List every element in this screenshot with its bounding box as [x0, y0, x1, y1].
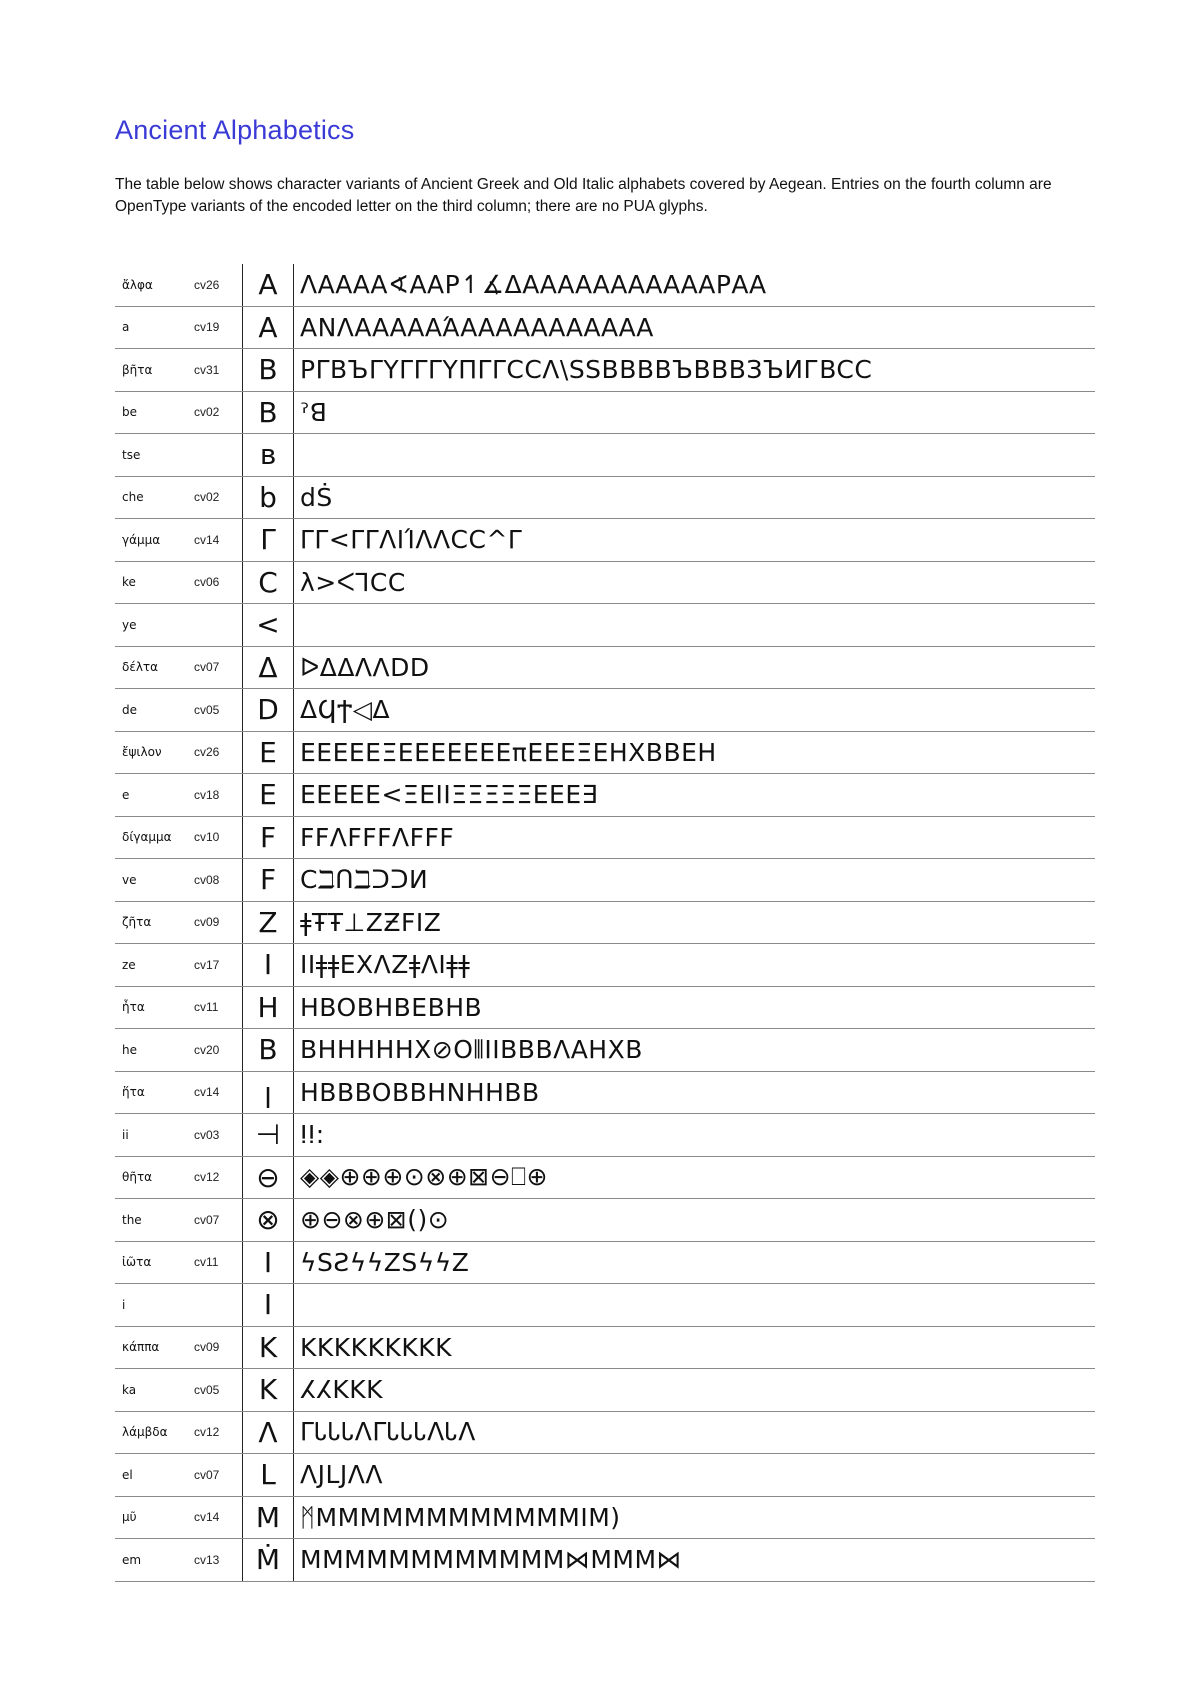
variant-glyphs-cell: ΕΕΕΕΕ<ΞΕΙΙΞΞΞΞΞΕΕΕ∃	[300, 780, 598, 810]
variant-glyphs-cell: CℶᑎℶᑐᑐИ	[300, 865, 429, 895]
intro-paragraph: The table below shows character variants of Ancient Greek and Old Italic alphabets covered by Aegean. Entries on the fourth column are OpenType variants of the encoded letter on the third column; there are no PUA glyphs.	[115, 176, 1052, 215]
variant-tag-cell: cv10	[194, 830, 220, 845]
encoded-glyph-cell: <	[242, 604, 294, 646]
table-row	[115, 944, 1095, 987]
variant-tag-cell: cv03	[194, 1127, 220, 1142]
encoded-glyph-cell: ⊗	[242, 1199, 294, 1241]
variant-glyphs-cell: ΕΕΕΕΕΞΕΕΕΕΕΕΕπΕΕΕΞΕΗXBBEH	[300, 737, 717, 767]
variant-glyphs-cell: ΔϤϮ◁Δ	[300, 695, 391, 725]
letter-name-cell: ke	[122, 575, 136, 590]
encoded-glyph-cell: M	[242, 1497, 294, 1539]
variant-tag-cell: cv12	[194, 1425, 220, 1440]
letter-name-cell: tse	[122, 447, 141, 462]
encoded-glyph-cell: B	[242, 349, 294, 391]
table-row	[115, 732, 1095, 775]
table-row	[115, 1497, 1095, 1540]
variant-glyphs-cell: λ>ᐸ⅂CC	[300, 567, 406, 597]
variant-glyphs-cell: HBOBHBEBHB	[300, 992, 483, 1022]
table-row	[115, 264, 1095, 307]
variant-tag-cell: cv17	[194, 957, 220, 972]
letter-name-cell: he	[122, 1042, 137, 1057]
encoded-glyph-cell: ꞁ	[242, 1072, 294, 1114]
variant-glyphs-cell: ΛJLJΛΛ	[300, 1460, 383, 1490]
table-row	[115, 392, 1095, 435]
letter-name-cell: λάμβδα	[122, 1425, 168, 1440]
variant-tag-cell: cv06	[194, 575, 220, 590]
variant-tag-cell: cv07	[194, 1212, 220, 1227]
letter-name-cell: κάππα	[122, 1340, 160, 1355]
variant-tag-cell: cv09	[194, 1340, 220, 1355]
letter-name-cell: the	[122, 1212, 142, 1227]
variant-glyphs-cell: ΑΝΛΑΑΑΑΑΆΑΑΑΑΑΑΑΑΑΑΑ	[300, 312, 654, 342]
variant-glyphs-cell: KKKKKKKKK	[300, 1332, 453, 1362]
table-row	[115, 1327, 1095, 1370]
variant-tag-cell: cv05	[194, 702, 220, 717]
variant-tag-cell: cv19	[194, 320, 220, 335]
encoded-glyph-cell: A	[242, 264, 294, 306]
encoded-glyph-cell: H	[242, 987, 294, 1029]
table-row	[115, 647, 1095, 690]
letter-name-cell: ἰῶτα	[122, 1255, 152, 1270]
letter-name-cell: δέλτα	[122, 660, 159, 675]
variant-glyphs-cell: BHHHHHX⊘O⫴ΙΙBBBΛΑΗΧΒ	[300, 1034, 643, 1064]
table-row	[115, 689, 1095, 732]
table-row	[115, 774, 1095, 817]
table-row	[115, 434, 1095, 477]
table-row	[115, 1369, 1095, 1412]
variant-tag-cell: cv12	[194, 1170, 220, 1185]
letter-name-cell: che	[122, 490, 144, 505]
variant-tag-cell: cv02	[194, 405, 220, 420]
variant-tag-cell: cv20	[194, 1042, 220, 1057]
variant-glyphs-cell: dṠ	[300, 482, 333, 512]
variant-tag-cell: cv07	[194, 660, 220, 675]
table-row	[115, 859, 1095, 902]
variant-tag-cell: cv11	[194, 1000, 219, 1015]
table-row	[115, 1199, 1095, 1242]
variant-tag-cell: cv09	[194, 915, 220, 930]
variant-tag-cell: cv13	[194, 1552, 220, 1567]
table-row	[115, 562, 1095, 605]
variant-glyphs-cell: ⊕⊖⊗⊕⊠()⊙	[300, 1205, 450, 1235]
letter-name-cell: ze	[122, 957, 136, 972]
encoded-glyph-cell: F	[242, 817, 294, 859]
variant-tag-cell: cv26	[194, 277, 220, 292]
variant-glyphs-cell: ◈◈⊕⊕⊕⊙⊗⊕⊠⊖⎕⊕	[300, 1162, 548, 1192]
table-row	[115, 349, 1095, 392]
letter-name-cell: ye	[122, 617, 137, 632]
table-row	[115, 1114, 1095, 1157]
encoded-glyph-cell: Γ	[242, 519, 294, 561]
encoded-glyph-cell: Ṁ	[242, 1539, 294, 1581]
encoded-glyph-cell: C	[242, 562, 294, 604]
letter-name-cell: ἔψιλον	[122, 745, 162, 760]
variant-tag-cell: cv14	[194, 1510, 220, 1525]
letter-name-cell: ii	[122, 1127, 129, 1142]
letter-name-cell: e	[122, 787, 130, 802]
encoded-glyph-cell: I	[242, 1284, 294, 1326]
letter-name-cell: δίγαμμα	[122, 830, 172, 845]
table-row	[115, 902, 1095, 945]
variant-glyphs-cell: IIǂǂEXΛZǂΛIǂǂ	[300, 950, 471, 980]
letter-name-cell: de	[122, 702, 137, 717]
variant-glyphs-cell: ϟSƧϟϟZSϟϟZ	[300, 1247, 470, 1277]
letter-name-cell: γάμμα	[122, 532, 161, 547]
variant-glyphs-cell: ΡΓΒЪΓΥΓΓΓΥΠΓΓCCΛ\ЅЅBBBBЪBBBЗЪИГBCC	[300, 355, 873, 385]
variant-glyphs-cell: ΓᏓᏓᏓΛΓᏓᏓᏓΛᏓΛ	[300, 1417, 476, 1447]
letter-name-cell: ἄλφα	[122, 277, 153, 292]
document-page	[115, 115, 1095, 1582]
variant-tag-cell: cv11	[194, 1255, 219, 1270]
letter-name-cell: θῆτα	[122, 1170, 153, 1185]
variant-tag-cell: cv05	[194, 1382, 220, 1397]
variant-tag-cell: cv07	[194, 1467, 220, 1482]
table-row	[115, 1072, 1095, 1115]
encoded-glyph-cell: K	[242, 1327, 294, 1369]
table-row	[115, 1284, 1095, 1327]
variant-glyphs-cell: FFΛFFFΛFFF	[300, 822, 455, 852]
encoded-glyph-cell: Δ	[242, 647, 294, 689]
table-row	[115, 477, 1095, 520]
encoded-glyph-cell: E	[242, 774, 294, 816]
table-row	[115, 1539, 1095, 1582]
encoded-glyph-cell: ⊖	[242, 1157, 294, 1199]
letter-name-cell: el	[122, 1467, 133, 1482]
glyph-table	[115, 264, 1095, 1582]
variant-tag-cell: cv08	[194, 872, 220, 887]
variant-tag-cell: cv02	[194, 490, 220, 505]
variant-glyphs-cell: ˀꓭ	[300, 397, 328, 427]
variant-glyphs-cell: ΓΓ<ΓΓΛΙΊΛΛCC^Γ	[300, 525, 523, 555]
encoded-glyph-cell: ʙ	[242, 434, 294, 476]
letter-name-cell: ve	[122, 872, 137, 887]
variant-glyphs-cell: ⵃⵃKKK	[300, 1375, 384, 1405]
page-title: Ancient Alphabetics	[115, 115, 355, 145]
encoded-glyph-cell: D	[242, 689, 294, 731]
letter-name-cell: em	[122, 1552, 142, 1567]
table-row	[115, 1029, 1095, 1072]
variant-glyphs-cell: ΛΑΑΑΑ∢ΑΑΡ↿∡ΔΑΑΑΑΑΑΑΑΑΑΑΡΑΑ	[300, 270, 767, 300]
variant-glyphs-cell: ⵑⵑ:	[300, 1120, 325, 1150]
table-row	[115, 817, 1095, 860]
variant-tag-cell: cv14	[194, 1085, 220, 1100]
encoded-glyph-cell: E	[242, 732, 294, 774]
variant-glyphs-cell: ᐅΔΔΛΛDD	[300, 652, 430, 682]
variant-tag-cell: cv26	[194, 745, 220, 760]
letter-name-cell: ἥτα	[122, 1085, 145, 1100]
encoded-glyph-cell: F	[242, 859, 294, 901]
table-row	[115, 1157, 1095, 1200]
table-row	[115, 604, 1095, 647]
table-row	[115, 1454, 1095, 1497]
variant-glyphs-cell: MMMMMMMMMMMM⋈MMM⋈	[300, 1545, 683, 1575]
letter-name-cell: ἦτα	[122, 1000, 145, 1015]
encoded-glyph-cell: Λ	[242, 1412, 294, 1454]
table-row	[115, 987, 1095, 1030]
encoded-glyph-cell: A	[242, 307, 294, 349]
encoded-glyph-cell: b	[242, 477, 294, 519]
encoded-glyph-cell: Z	[242, 902, 294, 944]
encoded-glyph-cell: B	[242, 392, 294, 434]
encoded-glyph-cell: I	[242, 944, 294, 986]
table-row	[115, 1412, 1095, 1455]
variant-glyphs-cell: ǂŦŦ⊥ZƵFIZ	[300, 907, 442, 937]
encoded-glyph-cell: I	[242, 1242, 294, 1284]
variant-tag-cell: cv31	[194, 362, 220, 377]
variant-glyphs-cell: HBBBOBBHNHHBB	[300, 1077, 540, 1107]
letter-name-cell: ζῆτα	[122, 915, 152, 930]
encoded-glyph-cell: ⊣	[242, 1114, 294, 1156]
letter-name-cell: ka	[122, 1382, 137, 1397]
variant-tag-cell: cv18	[194, 787, 220, 802]
letter-name-cell: i	[122, 1297, 126, 1312]
variant-tag-cell: cv14	[194, 532, 220, 547]
table-row	[115, 519, 1095, 562]
table-row	[115, 1242, 1095, 1285]
encoded-glyph-cell: B	[242, 1029, 294, 1071]
encoded-glyph-cell: K	[242, 1369, 294, 1411]
letter-name-cell: βῆτα	[122, 362, 153, 377]
letter-name-cell: a	[122, 320, 130, 335]
encoded-glyph-cell: L	[242, 1454, 294, 1496]
table-row	[115, 307, 1095, 350]
letter-name-cell: μῦ	[122, 1510, 137, 1525]
letter-name-cell: be	[122, 405, 137, 420]
variant-glyphs-cell: ᛗMMMMMMMMMMMMIM)	[300, 1502, 621, 1532]
